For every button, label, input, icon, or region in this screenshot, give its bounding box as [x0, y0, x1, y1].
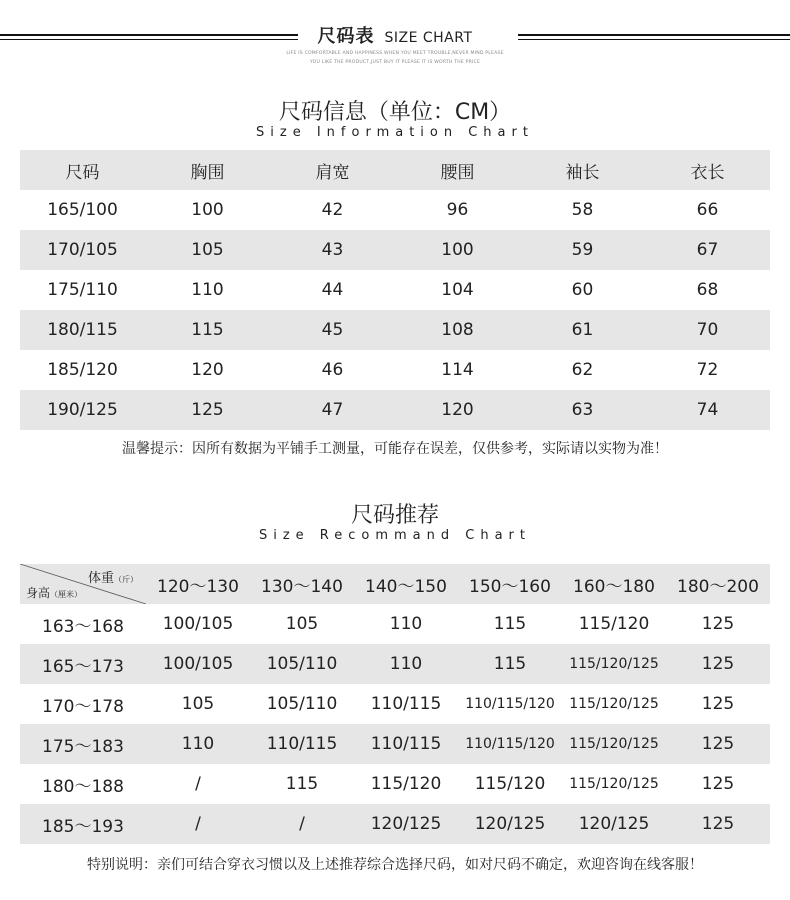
table-cell: 120/125: [458, 804, 562, 844]
recommend-header-cell: 150～160: [458, 564, 562, 604]
corner-height-unit: （厘米）: [50, 590, 83, 599]
table-cell: 165/100: [47, 200, 118, 220]
table-cell: 115: [285, 774, 319, 794]
info-header-cell: 袖长: [520, 150, 645, 190]
table-cell: 115: [458, 644, 562, 684]
table-cell: 100/105: [162, 614, 234, 634]
header-subtext-1: LIFE IS COMFORTABLE AND HAPPINESS WHEN YOU MEET TROUBLE,NEVER MIND PLEASE: [286, 51, 504, 56]
table-cell: 115/120: [578, 614, 650, 634]
table-cell: 120/125: [562, 804, 666, 844]
recommend-title: 尺码推荐: [350, 503, 439, 528]
table-row: [20, 190, 770, 230]
corner-height-text: 身高: [26, 586, 51, 600]
recommend-subtitle: Size Recommand Chart: [258, 528, 531, 543]
size-recommend-table: [20, 564, 770, 844]
table-cell: 43: [270, 230, 395, 270]
corner-header-cell: [20, 564, 146, 604]
info-header-cell: 尺码: [20, 150, 145, 190]
table-row: [20, 310, 770, 350]
header-title-zh: 尺码表: [317, 26, 375, 47]
table-cell: 104: [441, 280, 474, 300]
table-cell: 110/115/120: [465, 696, 555, 712]
table-cell: 67: [645, 230, 770, 270]
table-cell: 125: [701, 614, 735, 634]
corner-height-label: [26, 584, 82, 601]
table-cell: 180～188: [42, 776, 124, 797]
corner-weight-label: [88, 567, 138, 586]
recommend-header-cell: 120～130: [146, 564, 250, 604]
table-cell: 59: [520, 230, 645, 270]
info-header-cell: 衣长: [645, 150, 770, 190]
info-note: 温馨提示：因所有数据为平铺手工测量，可能存在误差，仅供参考，实际请以实物为准！: [122, 441, 668, 457]
table-cell: 100: [191, 200, 224, 220]
table-cell: 115/120: [474, 774, 546, 794]
table-cell: 115/120/125: [562, 644, 666, 684]
table-cell: 105: [181, 694, 215, 714]
size-info-table: [20, 150, 770, 430]
table-cell: 100/105: [146, 644, 250, 684]
table-cell: 66: [696, 200, 719, 220]
info-header-cell: 腰围: [395, 150, 520, 190]
table-row: [20, 390, 770, 430]
table-cell: 44: [321, 280, 344, 300]
table-cell: 165～173: [20, 644, 146, 684]
table-cell: 110: [191, 280, 224, 300]
info-title: 尺码信息（单位：CM）: [278, 100, 512, 125]
table-cell: 115/120/125: [562, 724, 666, 764]
table-row: [20, 644, 770, 684]
table-cell: 110/115: [354, 724, 458, 764]
table-cell: 110: [146, 724, 250, 764]
table-cell: 114: [441, 360, 474, 380]
table-row: [20, 804, 770, 844]
table-cell: 110/115: [370, 694, 442, 714]
table-cell: 68: [696, 280, 719, 300]
table-cell: 105/110: [250, 644, 354, 684]
table-cell: 175/110: [47, 280, 118, 300]
size-chart-header: [0, 20, 790, 70]
info-header-cell: 胸围: [145, 150, 270, 190]
table-cell: 120/125: [354, 804, 458, 844]
table-row: [20, 604, 770, 644]
table-cell: 61: [520, 310, 645, 350]
table-cell: 115: [493, 614, 527, 634]
table-cell: 125: [701, 774, 735, 794]
corner-weight-unit: （斤）: [114, 575, 138, 584]
table-cell: 63: [520, 390, 645, 430]
table-cell: 70: [645, 310, 770, 350]
table-cell: 120: [395, 390, 520, 430]
table-cell: 42: [321, 200, 344, 220]
header-title: [0, 22, 790, 48]
table-cell: 110: [354, 644, 458, 684]
table-cell: 74: [645, 390, 770, 430]
table-cell: 120: [191, 360, 224, 380]
recommend-header-row: [20, 564, 770, 604]
table-cell: 96: [446, 200, 469, 220]
recommend-header-cell: 130～140: [250, 564, 354, 604]
table-row: [20, 270, 770, 310]
table-cell: 125: [666, 804, 770, 844]
table-cell: 47: [270, 390, 395, 430]
table-cell: 170/105: [20, 230, 145, 270]
table-cell: 100: [395, 230, 520, 270]
table-cell: 115: [145, 310, 270, 350]
table-cell: 105/110: [266, 694, 338, 714]
table-cell: /: [250, 804, 354, 844]
table-cell: 125: [666, 644, 770, 684]
table-cell: 105: [285, 614, 319, 634]
table-cell: 115/120: [370, 774, 442, 794]
table-cell: 110/115: [250, 724, 354, 764]
table-cell: 72: [696, 360, 719, 380]
table-cell: 125: [701, 694, 735, 714]
recommend-header-cell: 180～200: [666, 564, 770, 604]
table-row: [20, 764, 770, 804]
table-cell: 115/120/125: [569, 776, 659, 792]
table-cell: 125: [145, 390, 270, 430]
table-cell: 185～193: [20, 804, 146, 844]
table-cell: 190/125: [20, 390, 145, 430]
header-subtext-2: YOU LIKE THE PRODUCT,JUST BUY IT PLEASE IT IS WORTH THE PRICE: [309, 60, 481, 65]
recommend-header-cell: 160～180: [562, 564, 666, 604]
table-cell: 125: [666, 724, 770, 764]
table-cell: 110: [389, 614, 423, 634]
info-subtitle: Size Information Chart: [256, 125, 534, 140]
table-cell: 175～183: [20, 724, 146, 764]
info-header-row: [20, 150, 770, 190]
table-cell: /: [146, 804, 250, 844]
table-cell: 163～168: [42, 616, 124, 637]
table-cell: 60: [571, 280, 594, 300]
table-cell: /: [195, 774, 201, 794]
table-cell: 110/115/120: [458, 724, 562, 764]
corner-weight-text: 体重: [87, 571, 114, 586]
table-cell: 185/120: [47, 360, 118, 380]
header-title-en: SIZE CHART: [384, 30, 473, 46]
table-row: [20, 350, 770, 390]
table-cell: 58: [571, 200, 594, 220]
table-cell: 62: [571, 360, 594, 380]
table-cell: 180/115: [20, 310, 145, 350]
info-header-cell: 肩宽: [270, 150, 395, 190]
table-cell: 105: [145, 230, 270, 270]
table-cell: 45: [270, 310, 395, 350]
table-cell: 170～178: [42, 696, 124, 717]
table-row: [20, 684, 770, 724]
recommend-note: 特别说明：亲们可结合穿衣习惯以及上述推荐综合选择尺码，如对尺码不确定，欢迎咨询在线客服！: [87, 857, 703, 873]
table-row: [20, 230, 770, 270]
table-cell: 115/120/125: [569, 696, 659, 712]
table-cell: 108: [395, 310, 520, 350]
recommend-header-cell: 140～150: [354, 564, 458, 604]
table-row: [20, 724, 770, 764]
table-cell: 46: [321, 360, 344, 380]
